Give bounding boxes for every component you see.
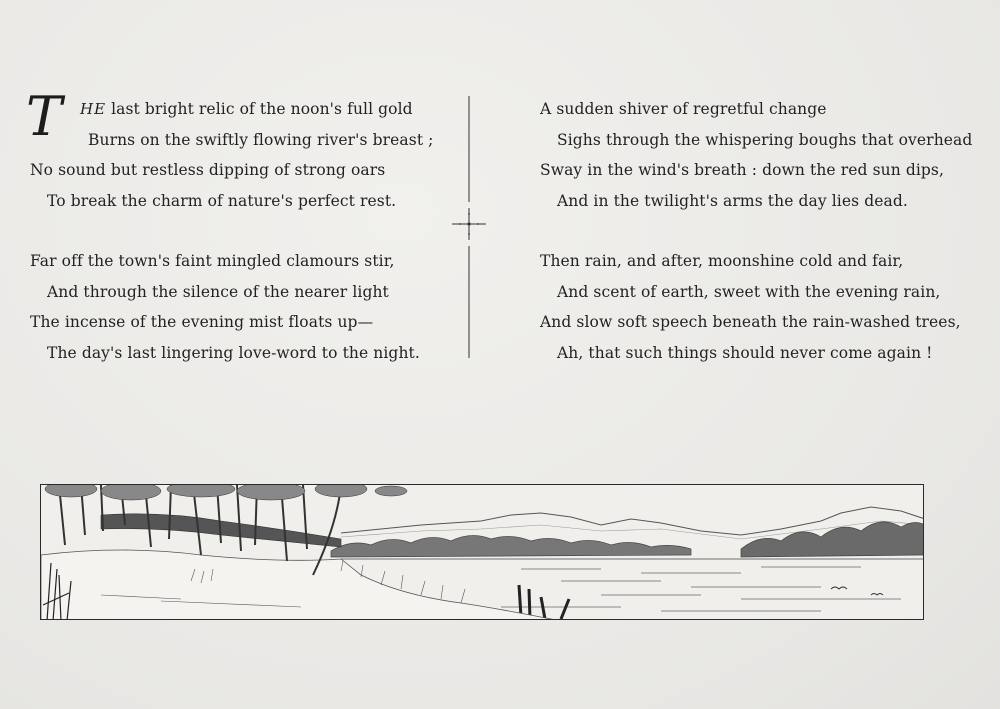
landscape-drawing [41,485,924,620]
poem-line: The day's last lingering love-word to the night. [47,343,420,362]
poem-line: Ah, that such things should never come again ! [557,343,933,362]
stanza-left-2 [30,246,450,368]
stanza-right-2 [540,246,980,368]
poem-line: Far off the town's faint mingled clamours stir, [30,252,395,270]
poem-line: A sudden shiver of regretful change [540,100,827,118]
poem-line: No sound but restless dipping of strong oars [30,161,386,179]
stanza-right-1 [540,94,980,216]
poem-left-column [26,85,450,368]
poem-line: And slow soft speech beneath the rain-washed trees, [540,313,961,331]
poem-line: The incense of the evening mist floats up— [30,313,374,331]
stanza-left-1 [26,85,450,216]
drop-cap: T [26,85,63,148]
poem-right-column [540,94,980,368]
poem-line: Burns on the swiftly flowing river's breast ; [88,130,434,149]
poem-line: And scent of earth, sweet with the evening rain, [557,282,941,301]
river-landscape-illustration [40,484,924,620]
poem-line: And in the twilight's arms the day lies dead. [557,191,908,210]
poem-line-text: last bright relic of the noon's full gold [111,100,413,118]
drop-cap-continuation: HE [80,100,107,118]
cross-ornament-icon [452,208,486,240]
poem-line: Then rain, and after, moonshine cold and fair, [540,252,904,270]
poem-line: Sway in the wind's breath : down the red sun dips, [540,161,944,179]
ornamental-divider [452,96,486,358]
poem-line: And through the silence of the nearer light [47,282,389,301]
poem-line: To break the charm of nature's perfect rest. [47,191,397,210]
poem-line: Sighs through the whispering boughs that overhead [557,130,973,149]
